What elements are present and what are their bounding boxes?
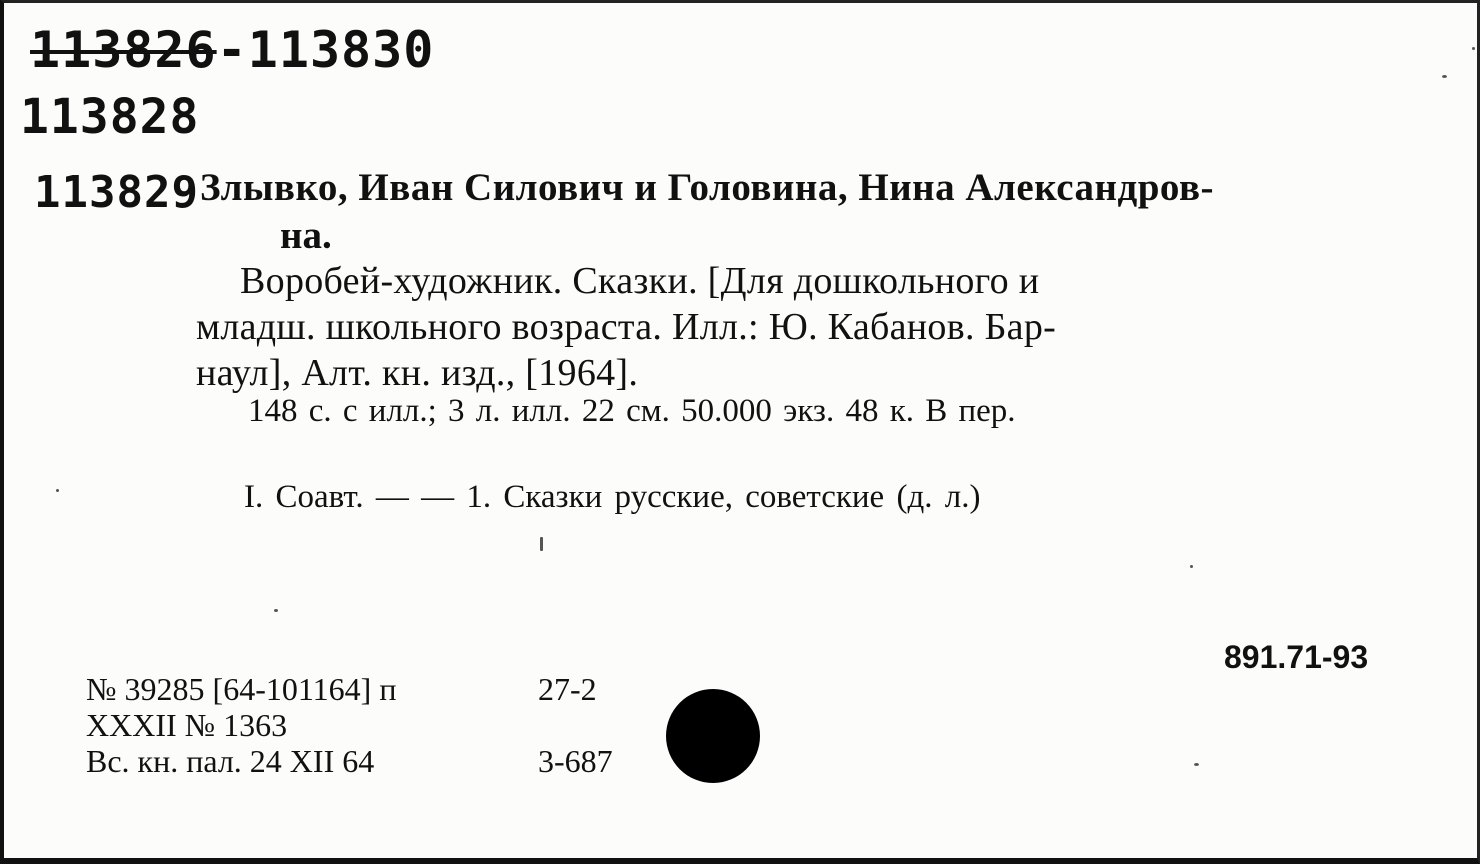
imprint-series: XXXII № 1363	[86, 707, 288, 743]
tracing-line: I. Соавт. — — 1. Сказки русские, советские (д. л.)	[244, 479, 981, 515]
imprint-code-1: 27-2	[538, 671, 597, 707]
imprint-number: № 39285 [64-101164] п	[86, 671, 397, 707]
imprint-code-2: 3-687	[538, 743, 613, 779]
handwritten-numbers-line-1	[30, 21, 434, 79]
number-range-end: 113830	[247, 21, 435, 79]
ink-speck	[1442, 75, 1447, 78]
author-heading: Злывко, Иван Силович и Головина, Нина Александров-	[200, 166, 1214, 209]
punch-hole	[666, 689, 760, 783]
ink-speck	[56, 489, 59, 492]
collation-line: 148 с. с илл.; 3 л. илл. 22 см. 50.000 экз. 48 к. В пер.	[248, 393, 1016, 429]
title-line-2: младш. школьного возраста. Илл.: Ю. Кабанов. Бар-	[196, 306, 1057, 348]
title-line-1: Воробей-художник. Сказки. [Для дошкольного и	[240, 260, 1040, 302]
number-separator: -	[216, 21, 248, 79]
title-line-3: наул], Алт. кн. изд., [1964].	[196, 352, 639, 394]
ink-speck	[1190, 565, 1193, 568]
ink-speck	[1194, 763, 1199, 766]
imprint-chamber: Вс. кн. пал. 24 XII 64	[86, 743, 375, 779]
ink-speck	[274, 609, 278, 612]
author-heading-continued: на.	[280, 214, 332, 257]
handwritten-number-line-3: 113829	[34, 167, 199, 218]
ink-speck	[1472, 47, 1475, 50]
struck-number: 113826	[30, 21, 217, 79]
handwritten-number-line-2: 113828	[20, 89, 200, 145]
ink-speck	[540, 537, 543, 551]
classification-number: 891.71-93	[1224, 639, 1369, 675]
